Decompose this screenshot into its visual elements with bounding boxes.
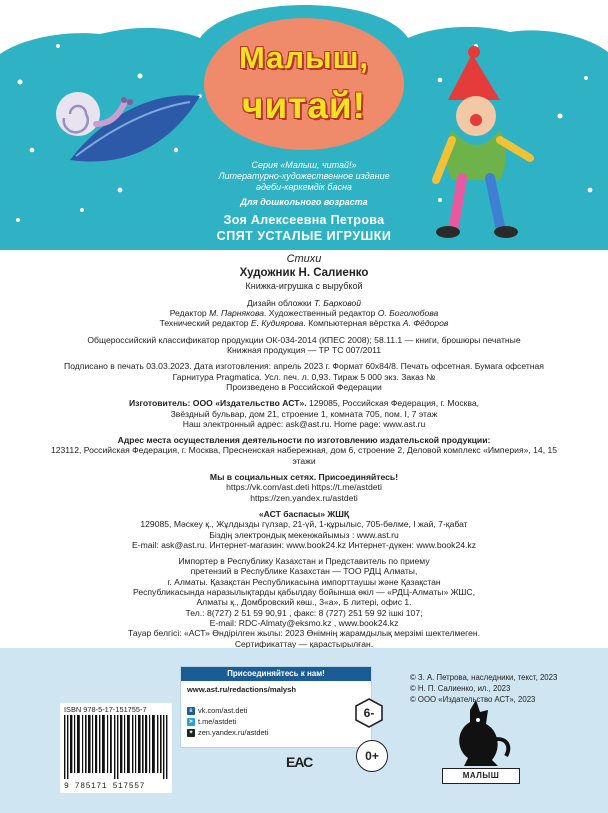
importer-line2: претензий в Республике Казахстан — ТОО РДЦ Алматы, xyxy=(190,566,418,577)
artist: Художник Н. Салиенко xyxy=(239,267,369,280)
made-in: Произведено в Российской Федерации xyxy=(226,381,382,392)
barcode-digits: 9 785171 517557 xyxy=(64,782,146,791)
importer-line5: Алматы қ., Домбровский көш., 3«а», Б литері, офис 1. xyxy=(196,597,412,608)
tech-editors-line: Технический редактор Е. Кудиярова. Компьютерная вёрстка А. Фёдоров xyxy=(159,318,449,329)
copyright-publisher: © ООО «Издательство АСТ», 2023 xyxy=(410,695,536,704)
age-mark-6: 6- xyxy=(354,698,384,728)
join-us-url: www.ast.ru/redactions/malysh xyxy=(187,685,297,694)
join-link-zen: ✦ zen.yandex.ru/astdeti xyxy=(188,728,269,737)
social-links: https://vk.com/ast.deti https://t.me/astdeti xyxy=(226,482,382,493)
manufacturer-email: Наш электронный адрес: ask@ast.ru. Home page: www.ast.ru xyxy=(182,418,426,429)
kz-address: 129085, Мәскеу қ., Жұлдызды гүлзар, 21-үй, 1-құрылыс, 705-бөлме, I жай, 7-қабат xyxy=(140,519,468,530)
barcode-bars xyxy=(64,715,168,779)
join-us-links xyxy=(187,705,268,738)
manufacturer-address: Звёздный бульвар, дом 21, строение 1, комната 705, пом. I, 7 этаж xyxy=(170,408,438,419)
join-us-header: Присоединяйтесь к нам! xyxy=(181,667,371,681)
zen-icon: ✦ xyxy=(188,729,194,736)
activity-address: 123112, Российская Федерация, г. Москва, Пресненская набережная, дом 6, строение 2, Деловой комплекс «Империя», 14, 15 этажи xyxy=(50,445,558,466)
book-type: Книжка-игрушка с вырубкой xyxy=(245,280,363,291)
copyright-illustrations: © Н. П. Салиенко, ил., 2023 xyxy=(410,684,511,693)
importer-tel: Тел.: 8(727) 2 51 59 90,91 , факс: 8 (727) 251 59 92 ішкі 107; xyxy=(185,607,423,618)
kz-email: E-mail: ask@ast.ru. Интернет-магазин: www.book24.kz Интернет-дүкен: www.book24.kz xyxy=(131,539,477,550)
kz-company: «АСТ баспасы» ЖШҚ xyxy=(258,508,350,519)
importer-line4: Республикасында наразылықтарды қабылдау бойынша өкіл — «РДЦ-Алматы» ЖШС, xyxy=(132,587,476,598)
publisher-logo-text: МАЛЫШ xyxy=(442,768,520,784)
copyright-text: © З. А. Петрова, наследники, текст, 2023 xyxy=(410,673,558,682)
social-zen: https://zen.yandex.ru/astdeti xyxy=(250,492,358,503)
print-font: Гарнитура Pragmatica. Усл. печ. л. 0,93. Тираж 5 000 экз. Заказ № xyxy=(172,371,436,382)
trademark: Тауар белгісі: «АСТ» Өндірілген жылы: 2023 Өнімнің жарамдылық мерзімі шектелмеген. xyxy=(127,628,481,639)
print-details: Подписано в печать 03.03.2023. Дата изготовления: апрель 2023 г. Формат 60х84/8. Печать офсетная. Бумага офсетная xyxy=(64,361,544,372)
vk-icon: в xyxy=(187,707,195,715)
importer-line3: г. Алматы. Қазақстан Республикасына импорттаушы және Қазақстан xyxy=(167,576,441,587)
series-name: Серия «Малыш, читай!» xyxy=(251,160,357,170)
product-classifier: Общероссийский классификатор продукции ОК-034-2014 (КПЕС 2008); 58.11.1 — книги, брошюры печатные xyxy=(87,334,521,345)
edition-type-kz: әдеби-көркемдік басна xyxy=(256,182,352,192)
series-logo-line1: Малыш, xyxy=(238,40,370,75)
barcode-isbn: ISBN 978-5-17-151755-7 xyxy=(64,705,147,714)
tech-regulation: Книжная продукция — ТР ТС 007/2011 xyxy=(226,345,382,356)
age-mark-0: 0+ xyxy=(356,740,388,772)
join-link-telegram: ➤ t.me/astdeti xyxy=(188,717,237,726)
cover-designer: Дизайн обложки Т. Барковой xyxy=(246,297,362,308)
certification: Сертификаттау — қарастырылған. xyxy=(234,638,374,649)
telegram-icon: ➤ xyxy=(188,718,194,725)
join-link-vk: в vk.com/ast.deti xyxy=(187,705,268,716)
series-logo xyxy=(206,28,402,148)
author-name: Зоя Алексеевна Петрова xyxy=(223,213,385,227)
editors-line: Редактор М. Парнякова. Художественный редактор О. Боголюбова xyxy=(169,308,439,319)
social-label: Мы в социальных сетях. Присоединяйтесь! xyxy=(209,472,399,483)
book-title: СПЯТ УСТАЛЫЕ ИГРУШКИ xyxy=(216,229,392,243)
importer-line1: Импортер в Республику Казахстан и Представитель по приему xyxy=(178,556,430,567)
top-banner xyxy=(0,0,608,250)
age-group: Для дошкольного возраста xyxy=(240,197,368,207)
activity-address-label: Адрес места осуществления деятельности по изготовлению издательской продукции: xyxy=(117,435,491,446)
importer-email: E-mail: RDC-Almaty@eksmo.kz , www.book24.kz xyxy=(209,617,399,628)
join-us-box xyxy=(180,666,372,748)
eac-mark: ЕАС xyxy=(286,754,313,770)
manufacturer: Изготовитель: ООО «Издательство АСТ». 129085, Российская Федерация, г. Москва, xyxy=(128,398,480,409)
banner-info xyxy=(170,160,438,243)
kz-contact: Біздің электрондық мекенжайымыз : www.ast.ru xyxy=(209,529,399,540)
imprint-block xyxy=(40,254,568,659)
barcode xyxy=(60,703,172,793)
series-logo-line2: читай! xyxy=(242,85,366,126)
genre: Стихи xyxy=(286,253,322,265)
edition-type: Литературно-художественное издание xyxy=(218,171,390,181)
